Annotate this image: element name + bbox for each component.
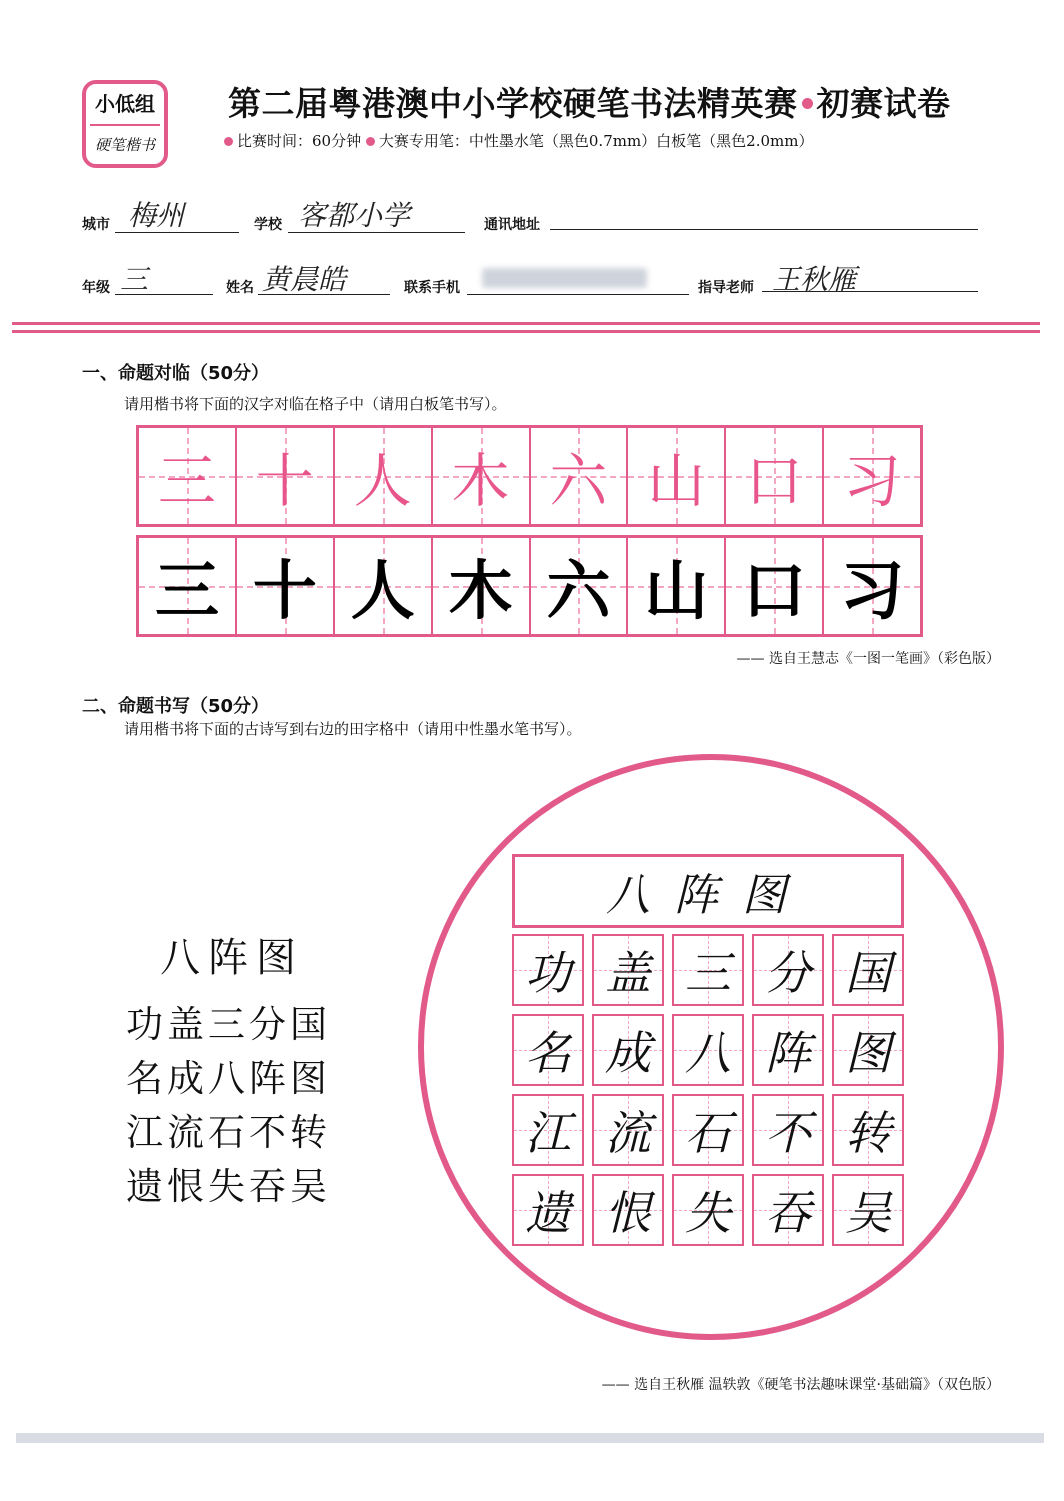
model-cell [237, 428, 335, 524]
copy-cell[interactable] [824, 538, 920, 634]
written-char: 国 [845, 946, 891, 1000]
written-char: 功 [525, 946, 571, 1000]
poem-title: 八阵图 [160, 935, 304, 981]
copy-grid[interactable] [136, 535, 923, 637]
copy-char: 六 [546, 554, 611, 629]
written-char: 转 [845, 1106, 891, 1160]
page-title [228, 78, 951, 125]
model-char: 习 [843, 447, 902, 515]
model-char: 人 [353, 447, 412, 515]
written-char: 恨 [605, 1186, 651, 1240]
copy-cell[interactable] [628, 538, 726, 634]
poem-line: 功盖三分国 [126, 1003, 331, 1046]
model-cell [824, 428, 920, 524]
writing-cell[interactable] [592, 1094, 664, 1166]
written-char: 吴 [845, 1186, 891, 1240]
copy-char: 木 [448, 554, 513, 629]
written-char: 遗 [525, 1186, 571, 1240]
writing-row [512, 1094, 904, 1166]
writing-cell[interactable] [752, 934, 824, 1006]
written-char: 失 [685, 1186, 731, 1240]
model-cell [726, 428, 824, 524]
model-grid [136, 425, 923, 527]
grade-label: 年级 [82, 280, 110, 296]
writing-cell[interactable] [512, 934, 584, 1006]
section1-credit: —— 选自王慧志《一图一笔画》（彩色版） [736, 651, 1000, 667]
header-divider-top [12, 322, 1040, 325]
writing-cell[interactable] [832, 1174, 904, 1246]
written-char: 成 [605, 1026, 651, 1080]
copy-char: 三 [154, 554, 219, 629]
model-char: 三 [157, 447, 216, 515]
teacher-label: 指导老师 [698, 280, 754, 296]
model-char: 六 [549, 447, 608, 515]
writing-cell[interactable] [672, 934, 744, 1006]
model-cell [531, 428, 629, 524]
model-cell [335, 428, 433, 524]
written-char: 流 [605, 1106, 651, 1160]
badge-category: 硬笔楷书 [94, 136, 155, 154]
writing-cell[interactable] [672, 1094, 744, 1166]
section1-instruction: 请用楷书将下面的汉字对临在格子中（请用白板笔书写）。 [124, 395, 507, 413]
grade-value[interactable]: 三 [120, 263, 149, 296]
written-char: 石 [685, 1106, 731, 1160]
poem-line: 江流石不转 [126, 1111, 331, 1154]
address-underline [550, 229, 978, 230]
written-char: 图 [845, 1026, 891, 1080]
phone-underline [467, 294, 689, 295]
copy-char: 口 [742, 554, 807, 629]
writing-cell[interactable] [592, 934, 664, 1006]
written-char: 分 [765, 946, 811, 1000]
bullet-dot-icon [802, 98, 813, 109]
model-char: 口 [745, 447, 804, 515]
title-sub: 初赛试卷 [816, 84, 951, 123]
writing-row [512, 1174, 904, 1246]
bullet-dot-icon [366, 137, 375, 146]
copy-cell[interactable] [726, 538, 824, 634]
bottom-edge-bar [16, 1433, 1044, 1443]
copy-char: 人 [350, 554, 415, 629]
phone-value-redacted[interactable] [482, 268, 647, 288]
writing-cell[interactable] [672, 1014, 744, 1086]
written-title: 八阵图 [606, 870, 810, 921]
copy-char: 山 [644, 554, 709, 629]
badge-group: 小低组 [95, 92, 155, 116]
writing-cell[interactable] [752, 1014, 824, 1086]
section2-instruction: 请用楷书将下面的古诗写到右边的田字格中（请用中性墨水笔书写）。 [124, 720, 582, 738]
model-char: 山 [647, 447, 706, 515]
exam-info [224, 130, 813, 151]
poem-line: 名成八阵图 [126, 1057, 331, 1100]
school-label: 学校 [254, 217, 282, 233]
written-char: 三 [685, 946, 731, 1000]
writing-row [512, 934, 904, 1006]
copy-cell[interactable] [139, 538, 237, 634]
writing-cell[interactable] [512, 1174, 584, 1246]
city-label: 城市 [82, 217, 110, 233]
writing-cell[interactable] [512, 1094, 584, 1166]
school-value[interactable]: 客都小学 [298, 199, 411, 232]
written-title-box[interactable] [512, 854, 904, 928]
phone-label: 联系手机 [404, 280, 460, 296]
copy-cell[interactable] [433, 538, 531, 634]
written-char: 吞 [765, 1186, 811, 1240]
written-char: 阵 [765, 1026, 811, 1080]
writing-cell[interactable] [752, 1174, 824, 1246]
bullet-dot-icon [224, 137, 233, 146]
written-char: 八 [685, 1026, 731, 1080]
header-divider-bottom [12, 330, 1040, 333]
section2-credit: —— 选自王秋雁 温轶敦《硬笔书法趣味课堂·基础篇》（双色版） [601, 1377, 1000, 1393]
writing-cell[interactable] [752, 1094, 824, 1166]
name-value[interactable]: 黄晨皓 [262, 263, 347, 296]
name-label: 姓名 [226, 280, 254, 296]
model-char: 十 [255, 447, 314, 515]
model-cell [433, 428, 531, 524]
teacher-value[interactable]: 王秋雁 [772, 263, 857, 296]
writing-cell[interactable] [672, 1174, 744, 1246]
copy-cell[interactable] [237, 538, 335, 634]
writing-cell[interactable] [592, 1014, 664, 1086]
title-main: 第二届粤港澳中小学校硬笔书法精英赛 [228, 84, 798, 123]
writing-cell[interactable] [512, 1014, 584, 1086]
copy-cell[interactable] [335, 538, 433, 634]
city-value[interactable]: 梅州 [128, 199, 185, 232]
info-pen: 大赛专用笔：中性墨水笔（黑色0.7mm）白板笔（黑色2.0mm） [378, 132, 814, 150]
copy-cell[interactable] [531, 538, 629, 634]
copy-char: 十 [252, 554, 317, 629]
writing-cell[interactable] [832, 1094, 904, 1166]
model-cell [628, 428, 726, 524]
model-char: 木 [451, 447, 510, 515]
writing-cell[interactable] [832, 1014, 904, 1086]
section2-title: 二、命题书写（50分） [82, 696, 270, 717]
written-char: 盖 [605, 946, 651, 1000]
writing-cell[interactable] [592, 1174, 664, 1246]
written-char: 江 [525, 1106, 571, 1160]
address-label: 通讯地址 [484, 217, 540, 233]
section1-title: 一、命题对临（50分） [82, 363, 270, 384]
writing-row [512, 1014, 904, 1086]
model-cell [139, 428, 237, 524]
group-badge [82, 80, 168, 168]
copy-char: 习 [840, 554, 905, 629]
written-char: 名 [525, 1026, 571, 1080]
poem-line: 遗恨失吞吴 [126, 1165, 331, 1208]
writing-cell[interactable] [832, 934, 904, 1006]
badge-divider [90, 124, 160, 126]
info-time: 比赛时间：60分钟 [237, 132, 362, 150]
written-char: 不 [765, 1106, 811, 1160]
